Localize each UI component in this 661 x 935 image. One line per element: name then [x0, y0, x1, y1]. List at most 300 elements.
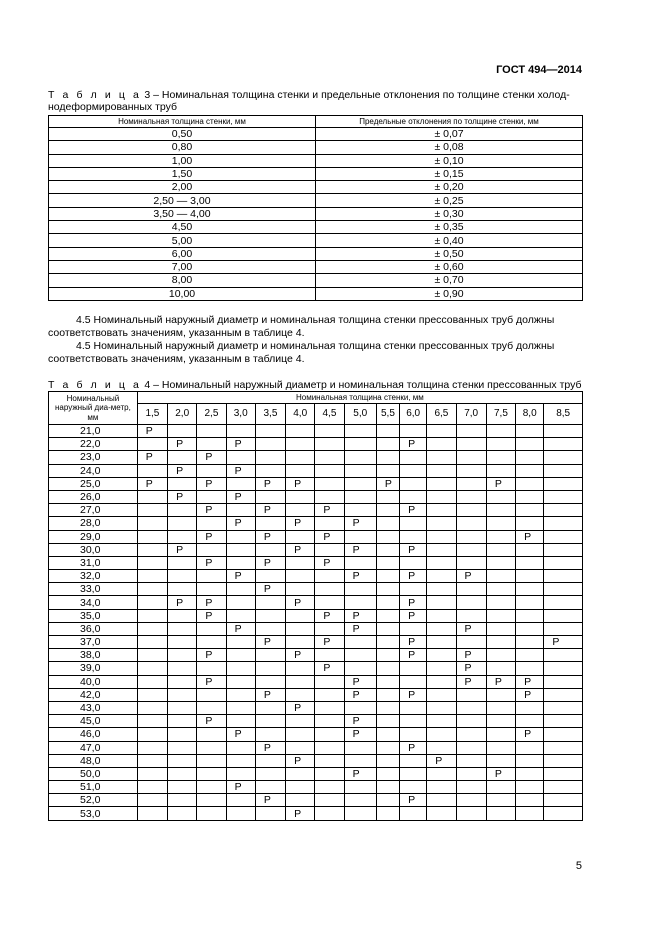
table4-empty-cell	[168, 688, 197, 701]
table3-thickness-cell: 1,00	[49, 154, 316, 167]
table4-empty-cell	[344, 504, 376, 517]
table4-empty-cell	[137, 649, 167, 662]
table4-empty-cell	[544, 741, 583, 754]
table4-empty-cell	[286, 741, 315, 754]
table4-empty-cell	[376, 543, 399, 556]
table4-mark-cell: Р	[315, 662, 344, 675]
table4-empty-cell	[315, 781, 344, 794]
table3-deviation-cell: ± 0,15	[316, 167, 583, 180]
table4-empty-cell	[137, 675, 167, 688]
table4-row	[49, 701, 583, 714]
table4-thickness-header: 6,0	[400, 404, 427, 425]
table4-empty-cell	[376, 767, 399, 780]
table4-empty-cell	[427, 649, 456, 662]
table4-empty-cell	[137, 609, 167, 622]
table4-empty-cell	[168, 622, 197, 635]
table4-empty-cell	[197, 570, 226, 583]
table4-col-wall-thickness: Номинальная толщина стенки, мм	[137, 392, 582, 404]
table4-empty-cell	[344, 636, 376, 649]
table4-diameter-cell: 53,0	[49, 807, 138, 820]
table4-mark-cell: Р	[400, 741, 427, 754]
table3-label: Т а б л и ц а	[48, 89, 142, 101]
table4-empty-cell	[226, 701, 255, 714]
table3-row	[49, 141, 583, 154]
table4-empty-cell	[544, 794, 583, 807]
table4-mark-cell: Р	[400, 636, 427, 649]
table4-empty-cell	[427, 636, 456, 649]
table4-empty-cell	[315, 543, 344, 556]
table4-empty-cell	[544, 701, 583, 714]
table4-mark-cell: Р	[286, 477, 315, 490]
table4-empty-cell	[486, 649, 515, 662]
table4-empty-cell	[516, 504, 544, 517]
table4-mark-cell: Р	[516, 688, 544, 701]
table4-empty-cell	[376, 794, 399, 807]
table4-empty-cell	[137, 754, 167, 767]
table4-thickness-header: 4,5	[315, 404, 344, 425]
table4-empty-cell	[486, 662, 515, 675]
table4-empty-cell	[286, 556, 315, 569]
table4-empty-cell	[226, 530, 255, 543]
table4-row	[49, 425, 583, 438]
table4-empty-cell	[427, 517, 456, 530]
table4-empty-cell	[486, 490, 515, 503]
table4-empty-cell	[226, 609, 255, 622]
table3-row	[49, 260, 583, 273]
table4-row	[49, 781, 583, 794]
table4-mark-cell: Р	[400, 649, 427, 662]
table3-deviation-cell: ± 0,20	[316, 181, 583, 194]
table4-empty-cell	[486, 807, 515, 820]
table4-diameter-cell: 28,0	[49, 517, 138, 530]
table4-empty-cell	[286, 622, 315, 635]
table3-deviation-cell: ± 0,35	[316, 221, 583, 234]
table4-empty-cell	[427, 583, 456, 596]
table4-mark-cell: Р	[168, 596, 197, 609]
table3-deviation-cell: ± 0,08	[316, 141, 583, 154]
table4-row	[49, 741, 583, 754]
table4-empty-cell	[544, 570, 583, 583]
table4-empty-cell	[516, 622, 544, 635]
table4-empty-cell	[137, 596, 167, 609]
table4-empty-cell	[168, 609, 197, 622]
table4-empty-cell	[456, 781, 486, 794]
table4-empty-cell	[137, 517, 167, 530]
table4-empty-cell	[376, 530, 399, 543]
table3-thickness-cell: 5,00	[49, 234, 316, 247]
table4-empty-cell	[168, 530, 197, 543]
table4-empty-cell	[456, 794, 486, 807]
table4-header-row-1	[49, 392, 583, 404]
table4-empty-cell	[544, 596, 583, 609]
table4-mark-cell: Р	[197, 556, 226, 569]
table4-empty-cell	[544, 728, 583, 741]
table4-empty-cell	[137, 530, 167, 543]
table4-row	[49, 662, 583, 675]
table4-mark-cell: Р	[486, 767, 515, 780]
table4-empty-cell	[286, 464, 315, 477]
table4-empty-cell	[516, 517, 544, 530]
table4-empty-cell	[376, 754, 399, 767]
table4-mark-cell: Р	[226, 517, 255, 530]
table4-empty-cell	[226, 715, 255, 728]
table4-empty-cell	[286, 781, 315, 794]
table4-empty-cell	[544, 609, 583, 622]
table4-mark-cell: Р	[168, 543, 197, 556]
table4-empty-cell	[315, 464, 344, 477]
table4-empty-cell	[168, 451, 197, 464]
table4-empty-cell	[255, 728, 285, 741]
table4-empty-cell	[544, 649, 583, 662]
table4-empty-cell	[137, 583, 167, 596]
table4-empty-cell	[197, 490, 226, 503]
table4-empty-cell	[315, 490, 344, 503]
table3-row	[49, 207, 583, 220]
table4-empty-cell	[168, 504, 197, 517]
table4-thickness-header: 2,0	[168, 404, 197, 425]
table4-empty-cell	[226, 583, 255, 596]
table4-empty-cell	[315, 517, 344, 530]
table4-row	[49, 596, 583, 609]
table4-empty-cell	[400, 490, 427, 503]
table4-empty-cell	[255, 570, 285, 583]
table4-empty-cell	[315, 701, 344, 714]
table4-empty-cell	[286, 530, 315, 543]
table3-row	[49, 167, 583, 180]
table4-diameter-cell: 42,0	[49, 688, 138, 701]
table4-mark-cell: Р	[376, 477, 399, 490]
table4-empty-cell	[544, 807, 583, 820]
table4-empty-cell	[197, 543, 226, 556]
table3-deviation-cell: ± 0,50	[316, 247, 583, 260]
table4-empty-cell	[315, 754, 344, 767]
table4-empty-cell	[255, 754, 285, 767]
table4-mark-cell: Р	[168, 490, 197, 503]
table4-empty-cell	[544, 583, 583, 596]
table4-empty-cell	[516, 556, 544, 569]
table4-empty-cell	[137, 781, 167, 794]
table4-empty-cell	[344, 583, 376, 596]
table4-thickness-header: 8,0	[516, 404, 544, 425]
table4-empty-cell	[376, 622, 399, 635]
table4-empty-cell	[255, 425, 285, 438]
table4-empty-cell	[315, 675, 344, 688]
table4-empty-cell	[197, 517, 226, 530]
table4-empty-cell	[400, 715, 427, 728]
table4-empty-cell	[197, 767, 226, 780]
table4-mark-cell: Р	[197, 675, 226, 688]
table4-empty-cell	[376, 583, 399, 596]
table4-empty-cell	[427, 490, 456, 503]
table4-empty-cell	[400, 530, 427, 543]
table4-empty-cell	[427, 781, 456, 794]
table4-empty-cell	[376, 517, 399, 530]
table4-empty-cell	[544, 530, 583, 543]
table4-empty-cell	[255, 715, 285, 728]
table4-mark-cell: Р	[456, 622, 486, 635]
table4-empty-cell	[516, 570, 544, 583]
table3-thickness-cell: 10,00	[49, 287, 316, 300]
table4-empty-cell	[255, 767, 285, 780]
table4-mark-cell: Р	[168, 464, 197, 477]
table4-mark-cell: Р	[400, 504, 427, 517]
table4-mark-cell: Р	[516, 728, 544, 741]
table4-mark-cell: Р	[315, 530, 344, 543]
table4-empty-cell	[376, 609, 399, 622]
table4-mark-cell: Р	[456, 662, 486, 675]
table3	[48, 115, 583, 301]
table4-empty-cell	[226, 543, 255, 556]
table4-row	[49, 754, 583, 767]
table4-empty-cell	[197, 807, 226, 820]
table4-empty-cell	[137, 794, 167, 807]
table4-empty-cell	[400, 701, 427, 714]
table4-col-diameter: Номинальный наружный диа-метр, мм	[49, 392, 138, 425]
table4-thickness-header: 8,5	[544, 404, 583, 425]
table4-empty-cell	[427, 807, 456, 820]
table4-empty-cell	[226, 649, 255, 662]
table4-empty-cell	[544, 688, 583, 701]
table4-empty-cell	[376, 425, 399, 438]
table4-row	[49, 556, 583, 569]
table4-mark-cell: Р	[516, 530, 544, 543]
table4-empty-cell	[456, 543, 486, 556]
table4-empty-cell	[376, 807, 399, 820]
table4-empty-cell	[226, 596, 255, 609]
table4-mark-cell: Р	[516, 675, 544, 688]
table4-empty-cell	[516, 649, 544, 662]
table4-empty-cell	[427, 662, 456, 675]
table4-empty-cell	[516, 794, 544, 807]
table4-empty-cell	[456, 754, 486, 767]
table4-empty-cell	[486, 794, 515, 807]
table4-mark-cell: Р	[197, 715, 226, 728]
table3-row	[49, 128, 583, 141]
table4-empty-cell	[376, 570, 399, 583]
table4-empty-cell	[137, 622, 167, 635]
table4-empty-cell	[427, 596, 456, 609]
table4-empty-cell	[197, 794, 226, 807]
table4-empty-cell	[400, 583, 427, 596]
table3-deviation-cell: ± 0,40	[316, 234, 583, 247]
table4-empty-cell	[226, 807, 255, 820]
table4-mark-cell: Р	[226, 570, 255, 583]
table4-empty-cell	[197, 688, 226, 701]
table4-empty-cell	[315, 438, 344, 451]
table4-empty-cell	[400, 662, 427, 675]
table4-empty-cell	[137, 464, 167, 477]
table4-empty-cell	[516, 490, 544, 503]
table4-empty-cell	[400, 675, 427, 688]
table4-empty-cell	[486, 715, 515, 728]
table4-empty-cell	[544, 477, 583, 490]
table4-empty-cell	[344, 490, 376, 503]
table4-mark-cell: Р	[344, 543, 376, 556]
table4-mark-cell: Р	[315, 504, 344, 517]
table4-mark-cell: Р	[400, 543, 427, 556]
table4-empty-cell	[516, 754, 544, 767]
table4-empty-cell	[137, 767, 167, 780]
table4-mark-cell: Р	[226, 728, 255, 741]
table4-empty-cell	[255, 675, 285, 688]
table4-mark-cell: Р	[286, 701, 315, 714]
table4-mark-cell: Р	[486, 675, 515, 688]
table4-empty-cell	[427, 609, 456, 622]
table4-empty-cell	[137, 543, 167, 556]
table3-number: 3	[144, 89, 151, 101]
table4-empty-cell	[255, 807, 285, 820]
table4-thickness-header: 6,5	[427, 404, 456, 425]
table4-mark-cell: Р	[255, 556, 285, 569]
table4-mark-cell: Р	[286, 754, 315, 767]
table4-empty-cell	[427, 688, 456, 701]
table4-empty-cell	[344, 596, 376, 609]
table4-empty-cell	[286, 609, 315, 622]
table4-empty-cell	[197, 636, 226, 649]
table4-empty-cell	[168, 728, 197, 741]
table4-empty-cell	[286, 451, 315, 464]
table4-mark-cell: Р	[427, 754, 456, 767]
table4-diameter-cell: 27,0	[49, 504, 138, 517]
table4-empty-cell	[400, 517, 427, 530]
table4-empty-cell	[137, 490, 167, 503]
table4-empty-cell	[456, 715, 486, 728]
table4-empty-cell	[456, 741, 486, 754]
table4-diameter-cell: 46,0	[49, 728, 138, 741]
table4-empty-cell	[255, 451, 285, 464]
table4-empty-cell	[544, 517, 583, 530]
table4-empty-cell	[544, 504, 583, 517]
table4-empty-cell	[168, 715, 197, 728]
table4-empty-cell	[486, 781, 515, 794]
table4-diameter-cell: 29,0	[49, 530, 138, 543]
table4-empty-cell	[226, 754, 255, 767]
table4-diameter-cell: 33,0	[49, 583, 138, 596]
table4-empty-cell	[137, 701, 167, 714]
table4-empty-cell	[427, 425, 456, 438]
table4-empty-cell	[486, 530, 515, 543]
table4-empty-cell	[376, 675, 399, 688]
table3-header-row	[49, 116, 583, 128]
table4-diameter-cell: 25,0	[49, 477, 138, 490]
table3-thickness-cell: 4,50	[49, 221, 316, 234]
table4-empty-cell	[168, 767, 197, 780]
table4-empty-cell	[456, 596, 486, 609]
table3-thickness-cell: 1,50	[49, 167, 316, 180]
table4-empty-cell	[456, 807, 486, 820]
table4-diameter-cell: 35,0	[49, 609, 138, 622]
table3-deviation-cell: ± 0,70	[316, 274, 583, 287]
table3-caption-text: – Номинальная толщина стенки и предельные отклонения по толщине стенки холод-нодеформированных труб	[48, 89, 570, 113]
table4-empty-cell	[486, 583, 515, 596]
table4-mark-cell: Р	[400, 570, 427, 583]
table4-empty-cell	[137, 728, 167, 741]
table4-empty-cell	[400, 556, 427, 569]
table4-thickness-header: 5,0	[344, 404, 376, 425]
table3-row	[49, 274, 583, 287]
table4-row	[49, 622, 583, 635]
table4-empty-cell	[376, 504, 399, 517]
table4-empty-cell	[344, 662, 376, 675]
table4-row	[49, 438, 583, 451]
table4-empty-cell	[376, 490, 399, 503]
table3-thickness-cell: 2,50 — 3,00	[49, 194, 316, 207]
table4-empty-cell	[168, 701, 197, 714]
table4-empty-cell	[427, 728, 456, 741]
table4-empty-cell	[286, 583, 315, 596]
table4-empty-cell	[315, 583, 344, 596]
table4-row	[49, 688, 583, 701]
table4-empty-cell	[137, 570, 167, 583]
table4-diameter-cell: 30,0	[49, 543, 138, 556]
table4-mark-cell: Р	[137, 425, 167, 438]
table4-empty-cell	[427, 438, 456, 451]
table3-deviation-cell: ± 0,25	[316, 194, 583, 207]
table4-empty-cell	[226, 425, 255, 438]
table3-row	[49, 154, 583, 167]
table4-empty-cell	[516, 583, 544, 596]
table4-empty-cell	[226, 767, 255, 780]
table4-empty-cell	[286, 767, 315, 780]
table4-empty-cell	[376, 464, 399, 477]
table4-row	[49, 477, 583, 490]
table4-empty-cell	[516, 781, 544, 794]
table4-body	[49, 425, 583, 821]
table4-empty-cell	[486, 425, 515, 438]
table4-empty-cell	[286, 662, 315, 675]
table4-empty-cell	[137, 662, 167, 675]
table4-empty-cell	[427, 477, 456, 490]
table4-mark-cell: Р	[456, 570, 486, 583]
table4-empty-cell	[456, 490, 486, 503]
paragraph-4-5: 4.5 Номинальный наружный диаметр и номинальная толщина стенки прессованных труб должны соответствовать значениям, указанным в таблице 4.	[48, 314, 555, 339]
table4-mark-cell: Р	[197, 530, 226, 543]
table4-empty-cell	[315, 741, 344, 754]
table4-empty-cell	[400, 425, 427, 438]
table4-mark-cell: Р	[315, 636, 344, 649]
table4-empty-cell	[255, 490, 285, 503]
table4-diameter-cell: 26,0	[49, 490, 138, 503]
table4-empty-cell	[427, 701, 456, 714]
table4-empty-cell	[427, 451, 456, 464]
table4-empty-cell	[544, 556, 583, 569]
table4-mark-cell: Р	[137, 451, 167, 464]
table4-mark-cell: Р	[315, 556, 344, 569]
table4-mark-cell: Р	[255, 530, 285, 543]
table4-empty-cell	[456, 438, 486, 451]
table4-mark-cell: Р	[344, 767, 376, 780]
table4-empty-cell	[456, 556, 486, 569]
table4-row	[49, 451, 583, 464]
table4-mark-cell: Р	[315, 609, 344, 622]
table4-mark-cell: Р	[344, 688, 376, 701]
table4-empty-cell	[315, 728, 344, 741]
table4-empty-cell	[137, 504, 167, 517]
table4-empty-cell	[486, 517, 515, 530]
table4-empty-cell	[168, 754, 197, 767]
table3-row	[49, 181, 583, 194]
table4-empty-cell	[486, 728, 515, 741]
table4-empty-cell	[376, 649, 399, 662]
table4-empty-cell	[255, 438, 285, 451]
table4-mark-cell: Р	[400, 688, 427, 701]
table4-empty-cell	[486, 556, 515, 569]
table4-thickness-header: 7,5	[486, 404, 515, 425]
table4-empty-cell	[486, 622, 515, 635]
table4-empty-cell	[137, 741, 167, 754]
table4-empty-cell	[315, 425, 344, 438]
table4-empty-cell	[286, 636, 315, 649]
